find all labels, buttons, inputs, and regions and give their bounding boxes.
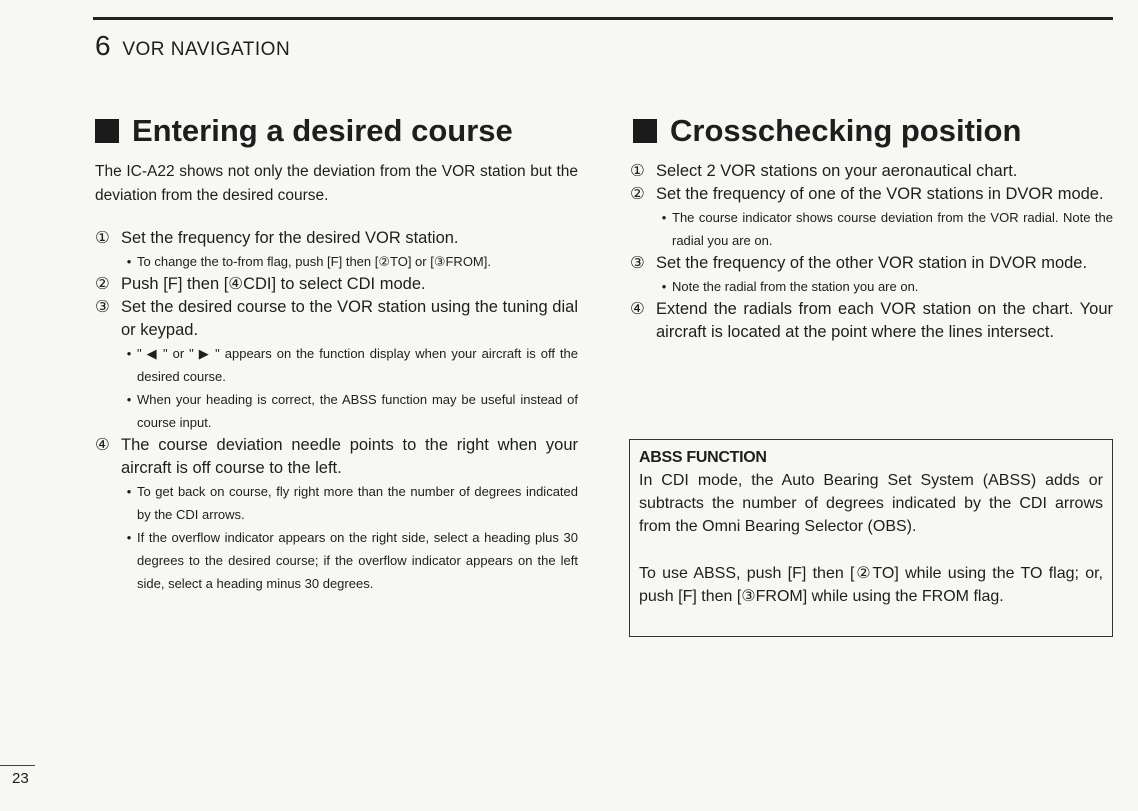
bullet-text: When your heading is correct, the ABSS function may be useful instead of course input. [137,392,578,430]
step-number: ④ [630,300,645,318]
step-text: Extend the radials from each VOR station on the chart. Your aircraft is located at the point where the lines intersect. [656,300,1113,341]
section-marker-icon [633,119,657,143]
left-step-1 [95,227,578,250]
step-text: The course deviation needle points to the right when your aircraft is off course to the left. [121,436,578,477]
left-step-4-bullet-1 [121,480,578,526]
page-number-rule [0,765,35,766]
left-heading [95,110,578,152]
left-step-3-bullet-1 [121,342,578,388]
bullet-text: " ◀ " or " ▶ " appears on the function display when your aircraft is off the desired course. [137,346,578,384]
top-rule [93,17,1113,20]
step-number: ② [95,275,110,293]
right-section-title: Crosschecking position [670,113,1022,148]
right-heading [630,110,1113,152]
step-number: ② [630,185,645,203]
left-step-3-bullet-2 [121,388,578,434]
left-step-3 [95,296,578,342]
abss-paragraph-2: To use ABSS, push [F] then [②TO] while using the TO flag; or, push [F] then [③FROM] while using the FROM flag. [639,565,1103,605]
step-text: Set the desired course to the VOR station using the tuning dial or keypad. [121,298,578,339]
step-text: Select 2 VOR stations on your aeronautical chart. [656,162,1018,180]
right-section [630,110,1113,344]
step-number: ① [630,162,645,180]
bullet-icon: • [126,254,132,269]
chapter-header [95,30,290,62]
left-section [95,110,578,595]
left-intro: The IC-A22 shows not only the deviation from the VOR station but the deviation from the desired course. [95,163,578,204]
left-step-4-bullet-2 [121,526,578,595]
abss-function-box [629,439,1113,637]
step-number: ① [95,229,110,247]
right-step-3 [630,252,1113,275]
step-text: Push [F] then [④CDI] to select CDI mode. [121,275,426,293]
bullet-icon: • [126,346,132,361]
step-text: Set the frequency for the desired VOR station. [121,229,459,247]
left-step-2 [95,273,578,296]
step-number: ③ [630,254,645,272]
bullet-text: Note the radial from the station you are on. [672,279,919,294]
step-number: ③ [95,298,110,316]
step-text: Set the frequency of the other VOR station in DVOR mode. [656,254,1088,272]
bullet-text: If the overflow indicator appears on the right side, select a heading plus 30 degrees to the desired course; if the overflow indicator appears on the left side, select a heading minus 30 degrees. [137,530,578,591]
bullet-icon: • [126,392,132,407]
left-step-4 [95,434,578,480]
left-step-1-bullet-1 [121,250,578,273]
right-step-3-bullet-1 [656,275,1113,298]
section-marker-icon [95,119,119,143]
left-section-title: Entering a desired course [132,113,513,148]
chapter-title: VOR NAVIGATION [122,39,291,60]
chapter-number: 6 [95,30,111,61]
bullet-text: The course indicator shows course deviation from the VOR radial. Note the radial you are on. [672,210,1113,248]
right-step-2-bullet-1 [656,206,1113,252]
step-number: ④ [95,436,110,454]
bullet-text: To change the to-from flag, push [F] then [②TO] or [③FROM]. [137,254,491,269]
right-step-4 [630,298,1113,344]
right-step-1 [630,160,1113,183]
page-number: 23 [12,770,29,787]
bullet-icon: • [661,279,667,294]
bullet-icon: • [126,484,132,499]
step-text: Set the frequency of one of the VOR stations in DVOR mode. [656,185,1104,203]
bullet-text: To get back on course, fly right more than the number of degrees indicated by the CDI arrows. [137,484,578,522]
right-step-2 [630,183,1113,206]
bullet-icon: • [126,530,132,545]
abss-title: ABSS FUNCTION [639,449,767,466]
bullet-icon: • [661,210,667,225]
abss-paragraph-1: In CDI mode, the Auto Bearing Set System (ABSS) adds or subtracts the number of degrees indicated by the CDI arrows from the Omni Bearing Selector (OBS). [639,472,1103,535]
